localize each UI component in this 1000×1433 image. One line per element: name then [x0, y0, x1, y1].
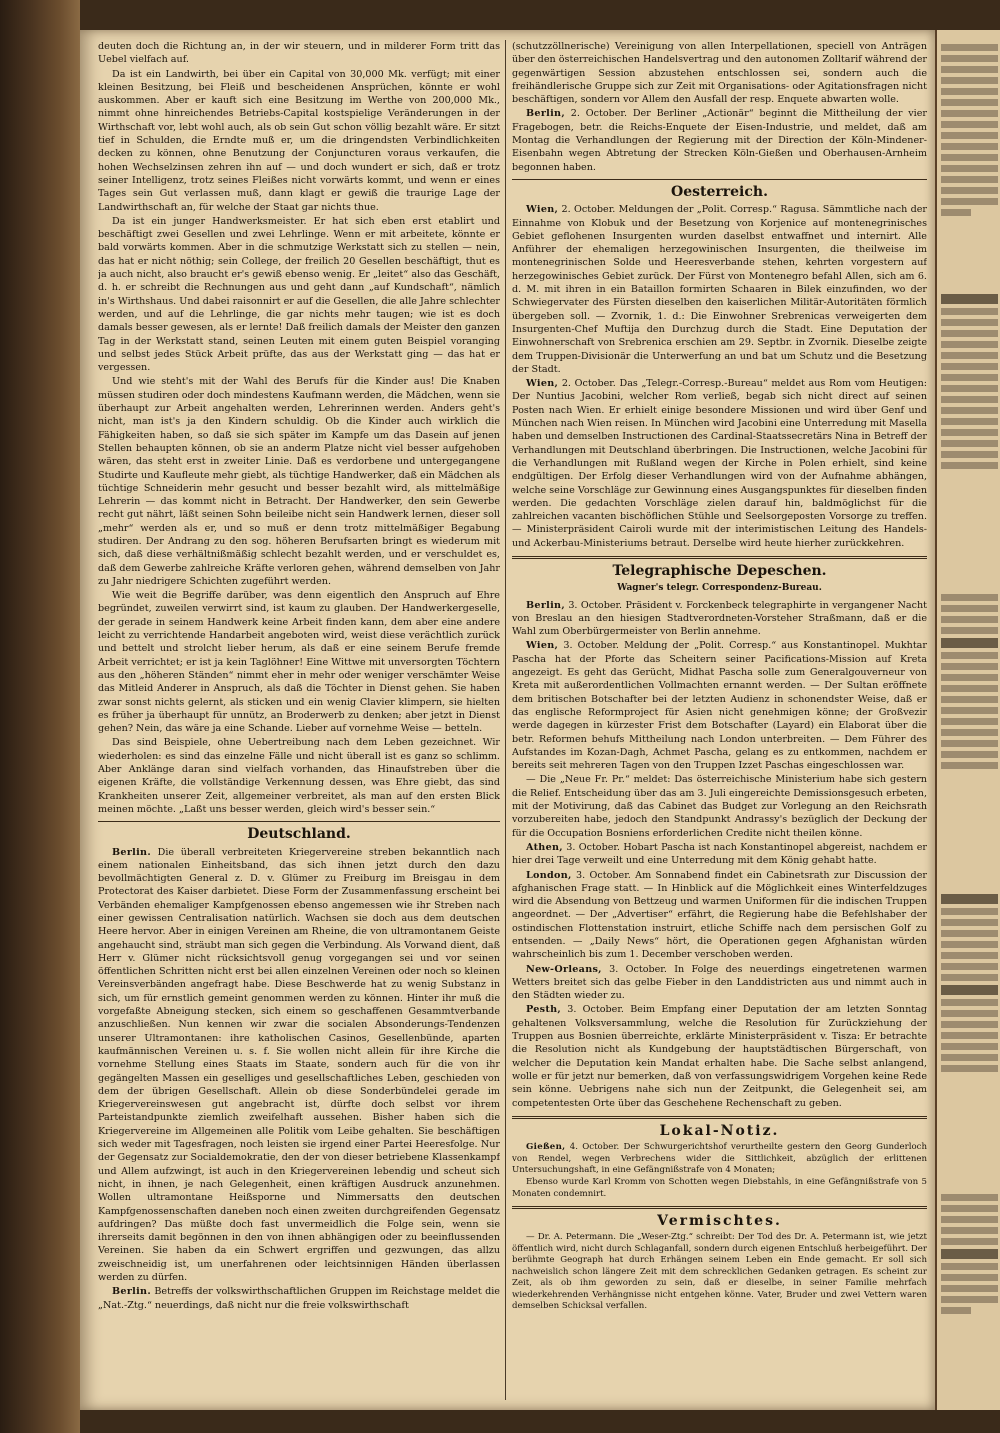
section-divider: [512, 1206, 927, 1209]
article-paragraph: Da ist ein Landwirth, bei über ein Capital von 30,000 Mk. verfügt; mit einer kleinen Besitzung, bei Fleiß und bescheidenen Ansprüchen, könnte er wohl auskommen. Aber er kauft sich eine Besitzung im Werthe von 200,000 Mk., nimmt ohne hinreichendes Betriebs-Capital kostspielige Veränderungen in der Wirthschaft vor, lebt wohl auch, als ob sein Gut schon völlig bezahlt wäre. Er sitzt tief in Schulden, die Erndte muß er, um die dringendsten Verbindlichkeiten decken zu können, ohne Benutzung der Conjuncturen voraus verkaufen, die hohen Wechselzinsen zehren ihn auf — und doch wundert er sich, daß er trotz seiner Intelligenz, trotz seines Fleißes nicht vorwärts kommt, und wenn er eines Tages sein Gut verlassen muß, dann klagt er gewiß die traurige Lage der Landwirthschaft an, für welche der Staat gar nichts thue.: [98, 68, 500, 213]
section-title-lokal: Lokal-Notiz.: [659, 1122, 780, 1139]
dateline-date: 3. October.: [568, 599, 623, 611]
adjacent-text-fragment: [937, 290, 1000, 473]
article-paragraph: deuten doch die Richtung an, in der wir steuern, und in milderer Form tritt das Uebel vielfach auf.: [98, 41, 500, 66]
section-divider: [98, 821, 500, 822]
article-paragraph: Ebenso wurde Karl Kromm von Schotten wegen Diebstahls, in eine Gefängnißstrafe von 5 Monaten condemnirt.: [512, 1177, 927, 1199]
dateline-place: Berlin.: [112, 846, 151, 858]
section-divider: [512, 1116, 927, 1119]
dateline-place: Berlin,: [526, 108, 565, 120]
dateline-date: 3. October.: [576, 869, 631, 881]
dateline-place: London,: [526, 869, 572, 881]
right-column: [512, 40, 927, 1400]
newspaper-page: [80, 30, 935, 1410]
article-text: Präsident v. Forckenbeck telegraphirte in vergangener Nacht von Breslau an den hiesigen Stadtverordneten-Vorsteher Straßmann, daß er die Wahl zum Oberbürgermeister von Berlin annehme.: [512, 599, 927, 638]
section-divider: [512, 179, 927, 180]
left-column: [98, 40, 500, 1400]
dateline-place: Berlin,: [526, 599, 565, 611]
book-spine: [0, 0, 80, 1433]
dateline-place: Wien,: [526, 378, 559, 390]
article-text: Betreffs der volkswirthschaftlichen Gruppen im Reichstage meldet die „Nat.-Ztg.“ neuerdings, daß nicht nur die freie volkswirthschaft: [98, 1286, 500, 1311]
adjacent-text-fragment: [937, 40, 1000, 220]
dateline-date: 2. October.: [561, 378, 616, 390]
article-text: Beim Empfang einer Deputation der am letzten Sonntag gehaltenen Volksversammlung, welche die Resolution für Zurückziehung der Truppen aus Bosnien überreichte, erklärte Ministerpräsident v. Tisza: Er betrachte die Resolution nicht als Kundgebung der hauptstädtischen Bürgerschaft, von welcher die Deputation kein Mandat erhalten habe. Die Sache selbst anlangend, wolle er für jetzt nur bemerken, daß von verfassungswidrigem Vorgehen keine Rede sein könne. Uebrigens nahe sich nun der Zeitpunkt, die Gelegenheit sei, am competentesten Orte über das Geschehene Rechenschaft zu geben.: [512, 1004, 927, 1109]
dateline-date: 3. October.: [566, 841, 620, 853]
dateline-date: 2. October.: [561, 204, 616, 216]
article-text: Der Schwurgerichtshof verurtheilte gestern den Georg Gunderloch von Rendel, wegen Verbrechens wider die Sittlichkeit, abzüglich der erlittenen Untersuchungshaft, in eine Gefängnißstrafe von 4 Monaten;: [512, 1142, 927, 1175]
section-divider: [512, 556, 927, 559]
article-text: In Folge des neuerdings eingetretenen warmen Wetters breitet sich das gelbe Fieber in den Landdistricten aus und nimmt auch in den Städten wieder zu.: [512, 963, 927, 1002]
dateline-date: 3. October.: [609, 963, 667, 975]
column-rule: [505, 40, 506, 1400]
dateline-place: New-Orleans,: [526, 963, 602, 975]
article-paragraph: Da ist ein junger Handwerksmeister. Er hat sich eben erst etablirt und beschäftigt zwei Gesellen und zwei Lehrlinge. Wenn er mit arbeitete, könnte er bald vorwärts kommen. Aber in die schmutzige Werkstatt sich zu stellen — nein, das hat er nicht nöthig; sein College, der freilich 20 Gesellen beschäftigt, thut es ja auch nicht, also braucht er's gewiß ebenso wenig. Er „leitet“ also das Geschäft, d. h. er schreibt die Rechnungen aus und geht dann „auf Kundschaft“, nämlich in's Wirthshaus. Und dabei raisonnirt er auf die Gesellen, die alle Jahre schlechter werden, und auf die Lehrlinge, die gar nichts mehr taugen; wie ist es doch damals besser gewesen, als er lernte! Daß freilich damals der Meister den ganzen Tag in der Werkstatt stand, seinen Leuten mit einem guten Beispiel voranging und selbst jedes Stück Arbeit prüfte, das aus der Werkstatt ging — das hat er vergessen.: [98, 215, 500, 374]
section-subtitle: Wagner's telegr. Correspondenz-Bureau.: [617, 583, 822, 594]
dateline-place: Gießen,: [526, 1142, 566, 1153]
dateline-date: 3. October.: [567, 1004, 624, 1016]
article-paragraph: Und wie steht's mit der Wahl des Berufs für die Kinder aus! Die Knaben müssen studiren oder doch mindestens Kaufmann werden, die Mädchen, wenn sie überhaupt zur Arbeit angehalten werden, Lehrerinnen werden. Anders geht's nicht, man ist's ja den Kindern schuldig. Ob die Kinder auch wirklich die Fähigkeiten haben, so daß sie sich später im Kampfe um das Dasein auf jenen Stellen behaupten können, ob sie an anderm Platze nicht viel besser aufgehoben wären, das steht erst in zweiter Linie. Daß es verdorbene und untergegangene Studirte und Kaufleute mehr giebt, als tüchtige Handwerker, daß ein Mädchen als tüchtige Schneiderin mehr gesucht und besser bezahlt wird, als mittelmäßige Lehrerin — das kommt nicht in Betracht. Der Handwerker, den sein Gewerbe recht gut nährt, läßt seinen Sohn beileibe nicht sein Handwerk lernen, dieser soll „mehr“ werden als er, und so muß er denn trotz mittelmäßiger Begabung studiren. Der Andrang zu den sog. höheren Berufsarten bringt es wiederum mit sich, daß diese verhältnißmäßig schlecht bezahlt werden, und er verschuldet es, daß dem Gewerbe zahlreiche Kräfte verloren gehen, während demselben von Jahr zu Jahr niedrigere Schichten zugeführt werden.: [98, 376, 500, 587]
dateline-place: Athen,: [526, 841, 563, 853]
article-paragraph: Das sind Beispiele, ohne Uebertreibung nach dem Leben gezeichnet. Wir wiederholen: es sind das einzelne Fälle und nicht überall ist es ganz so schlimm. Aber Anklänge daran sind vielfach vorhanden, das Hinaufstreben über die eigenen Kräfte, die vollständige Verkennung dessen, was Ehre giebt, das sind Krankheiten unserer Zeit, allgemeiner verbreitet, als man auf den ersten Blick meinen möchte. „Laßt uns besser werden, gleich wird's besser sein.“: [98, 737, 500, 815]
dateline-place: Wien,: [526, 204, 559, 216]
article-paragraph: — Dr. A. Petermann. Die „Weser-Ztg.“ schreibt: Der Tod des Dr. A. Petermann ist, wie jetzt öffentlich wird, nicht durch Schlaganfall, sondern durch eigenen Entschluß herbeigeführt. Der berühmte Geograph hat durch Erhängen seinem Leben ein Ende gemacht. Er soll sich nachweislich schon längere Zeit mit dem schrecklichen Gedanken getragen. Es scheint zur Zeit, als ob ihm geworden zu sein, daß er dieselbe, in seiner Familie mehrfach wiederkehrenden Verhängnisse nicht entgehen könne. Vater, Bruder und zwei Vettern waren demselben Schicksal verfallen.: [512, 1232, 927, 1311]
article-paragraph: — Die „Neue Fr. Pr.“ meldet: Das österreichische Ministerium habe sich gestern die Relief. Entscheidung über das am 3. Juli eingereichte Demissionsgesuch erbeten, mit der Motivirung, daß das Cabinet das Budget zur Vorlegung an den Reichsrath vorzubereiten habe, jedoch den Standpunkt Andrassy's bezüglich der Deckung der für die Occupation Bosniens erforderlichen Credite nicht theilen könne.: [512, 774, 927, 839]
dateline-date: 2. October.: [570, 108, 628, 120]
dateline-place: Pesth,: [526, 1004, 562, 1016]
adjacent-text-fragment: [937, 590, 1000, 773]
dateline-date: 4. October.: [569, 1142, 620, 1153]
article-paragraph: Wie weit die Begriffe darüber, was denn eigentlich den Anspruch auf Ehre begründet, zuweilen verwirrt sind, ist kaum zu glauben. Der Handwerkergeselle, der gerade in seinem Handwerk keine Arbeit finden kann, dem aber eine andere leicht zu verrichtende Handarbeit angeboten wird, weist diese verächtlich zurück und bettelt und strolcht lieber herum, als daß er eine seinem Berufe fremde Arbeit verrichtet; er ist ja kein Taglöhner! Eine Wittwe mit unversorgten Töchtern aus den „höheren Ständen“ nimmt eher in mehr oder weniger verschämter Weise das Mitleid Anderer in Anspruch, als daß die Töchter in Dienst gehen. Sie haben zwar sonst nichts gelernt, als sticken und ein wenig Clavier klimpern, sie hielten es früher ja überhaupt für unnütz, an Broderwerb zu denken; aber jetzt in Dienst gehen? Nein, das wäre ja eine Schande. Lieber auf vornehme Weise — betteln.: [98, 590, 500, 735]
dateline-place: Wien,: [526, 640, 559, 652]
article-text: Der Berliner „Actionär“ beginnt die Mittheilung der vier Fragebogen, betr. die Reichs-Enquete der Eisen-Industrie, und meldet, daß am Montag die Verhandlungen der Regierung mit der Direction der Köln-Mindener-Eisenbahn wegen Abtretung der Strecken Köln-Gießen und Oberhausen-Arnheim begonnen haben.: [512, 108, 927, 173]
dateline-date: 3. October.: [563, 640, 619, 652]
article-text: Am Sonnabend findet ein Cabinetsrath zur Discussion der afghanischen Frage statt. — In Hinblick auf die Möglichkeit eines Winterfeldzuges wird die Absendung von Bettzeug und warmen Uniformen für die indischen Truppen angeordnet. — Der „Advertiser“ erfährt, die Regierung habe die Befehlshaber der ostindischen Flottenstation instruirt, etliche Schiffe nach dem persischen Golf zu entsenden. — „Daily News“ hört, die Operationen gegen Afghanistan würden wahrscheinlich bis zum 1. December verschoben werden.: [512, 869, 927, 961]
section-title-telegraph: Telegraphische Depeschen.: [612, 562, 827, 579]
section-title-oesterreich: Oesterreich.: [671, 183, 768, 200]
section-title-vermischtes: Vermischtes.: [657, 1213, 782, 1230]
article-paragraph: (schutzzöllnerische) Vereinigung von allen Interpellationen, speciell von Anträgen über den österreichischen Handelsvertrag und den autonomen Zolltarif während der gegenwärtigen Session abzustehen entschlossen sei, sondern auch die freihändlerische Gruppe sich zur Zeit mit Organisations- oder Agitationsfragen nicht beschäftigen, sondern vor Allem den Ausfall der resp. Enquete abwarten wolle.: [512, 41, 927, 106]
article-text: Die überall verbreiteten Kriegervereine streben bekanntlich nach einem nationalen Einheitsband, das sich ihnen jetzt durch den dazu bevollmächtigten General z. D. v. Glümer zu Freiburg im Breisgau in dem Protectorat des Kaiser darbietet. Diese Form der Zusammenfassung erscheint bei Verbänden ehemaliger Kampfgenossen ebenso angemessen wie ihr Streben nach einer gewissen Centralisation natürlich. Wachsen sie doch aus dem deutschen Heere hervor. Aber in einigen Vereinen am Rheine, die von ultramontanem Geiste angehaucht sind, sträubt man sich gegen die Verbindung. Als Vorwand dient, daß Herr v. Glümer nicht rücksichtsvoll genug vorgegangen sei und vor seinen öffentlichen Schritten nicht erst bei allen einzelnen Vereinen oder noch so kleinen Vereinsverbänden angefragt habe. Diese Beschwerde hat zu wenig Substanz in sich, um für ernstlich gemeint genommen werden zu können. Hinter ihr muß die vorgefaßte Abneigung stecken, sich einem so geschaffenen Gesammtverbande anzuschließen. Nun kennen wir zwar die socialen Absonderungs-Tendenzen unserer Ultramontanen: ihre katholischen Casinos, Gesellenbünde, aparten kaufmännischen Vereinen u. s. f. Sie wollen nicht allein für ihre Kirche die vornehme Stellung eines Staats im Staate, sondern auch für die von ihr gegängelten Massen ein geselliges und gesellschaftliches Leben, geschieden von dem der übrigen Gesellschaft. Allein ob diese Sonderbündelei gerade im Kriegervereinswesen gut angebracht ist, dürfte doch selbst vor ihrem Parteistandpunkte ziemlich zweifelhaft aussehen. Bisher haben sich die Kriegervereine im Allgemeinen alle Politik vom Leibe gehalten. Sie beschäftigen sich weder mit Tagesfragen, noch leisten sie irgend einer Partei Heeresfolge. Nur der Gegensatz zur Socialdemokratie, den der von dieser betriebene Klassenkampf und Allem aufzwingt, ist auch in den Kriegervereinen lebendig und scheut sich nicht, in ihnen, je nach Gelegenheit, einen kräftigen Ausdruck anzunehmen. Wollen ultramontane Heißsporne und Nimmersatts den deutschen Kampfgenossenschaften daneben noch einen zweiten durchgreifenden Gegensatz aufdringen? Das müßte doch fast unvermeidlich die Folge sein, wenn sie ihrerseits damit begönnen in den von ihnen abhängigen oder zu beeinflussenden Vereinen. Sie haben da ein Schwert ergriffen und gezwungen, das allzu zweischneidig ist, um unerfahrenen oder leichtsinnigen Händen überlassen werden zu dürfen.: [98, 846, 500, 1284]
adjacent-text-fragment: [937, 890, 1000, 1076]
dateline-place: Berlin.: [112, 1286, 151, 1298]
article-text: Das „Telegr.-Corresp.-Bureau“ meldet aus Rom vom Heutigen: Der Nuntius Jacobini, welcher Rom verließ, begab sich nicht direct auf seinen Posten nach Wien. Er erhielt einige besondere Missionen und wird über Genf und München nach Wien reisen. In München wird Jacobini eine Unterredung mit Masella haben und demselben Instructionen des Cardinal-Staatssecretärs Nina in Betreff der Verhandlungen mit Deutschland überbringen. Die Instructionen, welche Jacobini für die Verhandlungen mit Rußland wegen der Kirche in Polen erhielt, sind keine endgültigen. Der Erfolg dieser Verhandlungen wird von der Aufnahme abhängen, welche seine Vorschläge zur Gewinnung eines Ausgangspunktes für dieselben finden werden. Die gedachten Vorschläge zielen darauf hin, baldmöglichst für die zahlreichen vacanten bischöflichen Stühle und Seelsorgeposten Vorsorge zu treffen. — Ministerpräsident Cairoli wurde mit der interimistischen Leitung des Handels- und Ackerbau-Ministeriums betraut. Derselbe wird heute hierher zurückkehren.: [512, 378, 927, 549]
section-title-deutschland: Deutschland.: [247, 826, 351, 843]
adjacent-page-edge: [935, 30, 1000, 1410]
article-text: Meldung der „Polit. Corresp.“ aus Konstantinopel. Mukhtar Pascha hat der Pforte das Scheitern seiner Pacifications-Mission auf Kreta angezeigt. Es geht das Gerücht, Midhat Pascha solle zum Generalgouverneur von Kreta mit außerordentlichen Vollmachten ernannt werden. — Der Sultan eröffnete dem britischen Botschafter bei der letzten Audienz in schonendster Weise, daß er das englische Reformproject für Asien nicht genehmigen könne; der Großvezir werde dagegen in kürzester Frist dem Botschafter (Layard) ein Elaborat über die betr. Reformen behufs Mittheilung nach London unterbreiten. — Dem Führer des Aufstandes im Kozan-Dagh, Achmet Pascha, gelang es zu entkommen, nachdem er bereits seit mehreren Tagen von den Truppen Izzet Paschas eingeschlossen war.: [512, 640, 927, 772]
adjacent-text-fragment: [937, 1190, 1000, 1318]
article-text: Meldungen der „Polit. Corresp.“ Ragusa. Sämmtliche nach der Einnahme von Klobuk und der Besetzung von Korjenice auf montenegrinisches Gebiet geflohenen Insurgenten wurden daselbst entwaffnet und internirt. Alle Anführer der ehemaligen herzegowinischen Insurgenten, die theilweise im montenegrinischen Solde und Heeresverbande stehen, kehrten vorgestern auf herzegowinisches Gebiet zurück. Der Fürst von Montenegro befahl Allen, sich am 6. d. M. mit ihren in ein Bataillon formirten Schaaren in Bilek einzufinden, wo der Schwiegervater des Fürsten dieselben den kaiserlichen Militär-Autoritäten förmlich übergeben soll. — Zvornik, 1. d.: Die Einwohner Srebrenicas verweigerten dem Insurgenten-Chef Muftija den Durchzug durch die Stadt. Eine Deputation der Einwohnerschaft von Srebrenica erschien am 29. Septbr. in Zvornik. Dieselbe zeigte dem Truppen-Divisionär die Unterwerfung an und bat um Schutz und die Besetzung der Stadt.: [512, 204, 927, 375]
article-text: Hobart Pascha ist nach Konstantinopel abgereist, nachdem er hier drei Tage verweilt und eine Unterredung mit dem König gehabt hatte.: [512, 841, 927, 867]
